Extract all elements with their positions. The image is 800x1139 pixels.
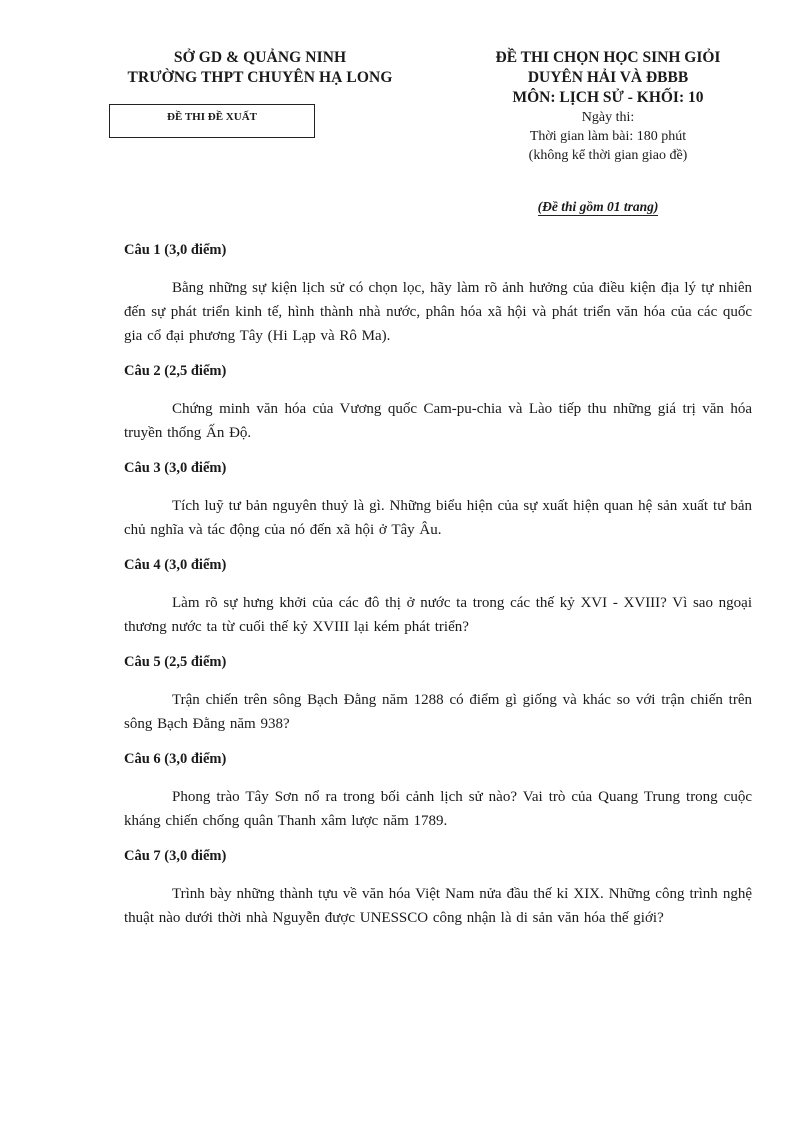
question-2 [124,361,752,445]
question-text: Chứng minh văn hóa của Vương quốc Cam-pu-chia và Lào tiếp thu những giá trị văn hóa truyền thống Ấn Độ. [124,401,752,441]
school-name: TRƯỜNG THPT CHUYÊN HẠ LONG [127,69,393,86]
question-text: Làm rõ sự hưng khởi của các đô thị ở nước ta trong các thế kỷ XVI - XVIII? Vì sao ngoại thương nước ta từ cuối thế kỷ XVIII lại kém phát triển? [124,595,752,635]
question-5 [124,652,752,736]
question-title: Câu 7 (3,0 điểm) [124,848,227,864]
exam-region: DUYÊN HẢI VÀ ĐBBB [527,69,689,86]
page-count-text: (Đề thi gồm 01 trang) [537,199,659,214]
question-3 [124,458,752,542]
question-title: Câu 5 (2,5 điểm) [124,654,227,670]
question-text: Trận chiến trên sông Bạch Đằng năm 1288 có điểm gì giống và khác so với trận chiến trên sông Bạch Đằng năm 938? [124,692,752,732]
question-title: Câu 3 (3,0 điểm) [124,460,227,476]
questions-list [124,240,752,943]
question-text: Bằng những sự kiện lịch sử có chọn lọc, hãy làm rõ ảnh hưởng của điều kiện địa lý tự nhiên đến sự phát triển kinh tế, hình thành nhà nước, phân hóa xã hội và phát triển văn hóa của các quốc gia cổ đại phương Tây (Hi Lạp và Rô Ma). [124,280,752,344]
exam-duration-note: (không kể thời gian giao đề) [528,148,688,163]
question-title: Câu 2 (2,5 điểm) [124,363,227,379]
exam-duration: Thời gian làm bài: 180 phút [529,129,687,144]
department-name: SỞ GD & QUẢNG NINH [173,49,347,66]
question-7 [124,846,752,930]
page-count-note [513,198,683,216]
question-text: Phong trào Tây Sơn nổ ra trong bối cảnh lịch sử nào? Vai trò của Quang Trung trong cuộc kháng chiến chống quân Thanh xâm lược năm 1789. [124,789,752,829]
exam-header [448,48,768,165]
question-title: Câu 4 (3,0 điểm) [124,557,227,573]
exam-date: Ngày thi: [581,110,635,125]
question-text: Trình bày những thành tựu về văn hóa Việt Nam nửa đầu thế kỉ XIX. Những công trình nghệ thuật nào dưới thời nhà Nguyễn được UNESSCO công nhận là di sản văn hóa thế giới? [124,886,752,926]
question-4 [124,555,752,639]
exam-subject: MÔN: LỊCH SỬ - KHỐI: 10 [512,89,704,106]
proposal-label: ĐỀ THI ĐỀ XUẤT [167,111,257,123]
exam-title: ĐỀ THI CHỌN HỌC SINH GIỎI [495,49,721,66]
school-header [100,48,420,88]
question-title: Câu 1 (3,0 điểm) [124,242,227,258]
question-6 [124,749,752,833]
question-1 [124,240,752,348]
question-title: Câu 6 (3,0 điểm) [124,751,227,767]
question-text: Tích luỹ tư bản nguyên thuỷ là gì. Những biểu hiện của sự xuất hiện quan hệ sản xuất tư bản chủ nghĩa và tác động của nó đến xã hội ở Tây Âu. [124,498,752,538]
proposal-label-box [109,104,315,138]
